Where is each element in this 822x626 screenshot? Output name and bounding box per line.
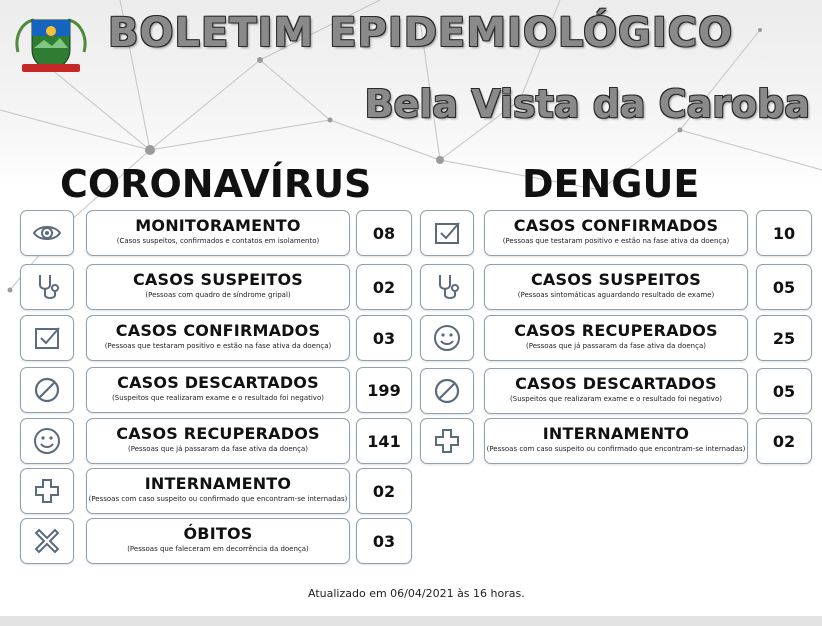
coronavirus-indicator-description: (Pessoas que faleceram em decorrência da doença) (127, 545, 309, 553)
dengue-row (420, 264, 812, 310)
coronavirus-section-title: CORONAVÍRUS (60, 162, 372, 206)
coronavirus-row (20, 518, 412, 564)
hospital-cross-icon (420, 418, 474, 464)
prohibited-icon (420, 368, 474, 414)
bulletin-title: BOLETIM EPIDEMIOLÓGICO (108, 10, 734, 56)
stethoscope-icon (420, 264, 474, 310)
x-mark-icon (20, 518, 74, 564)
coronavirus-indicator-value: 199 (356, 367, 412, 413)
coronavirus-label-box (86, 418, 350, 464)
coronavirus-indicator-value: 03 (356, 518, 412, 564)
dengue-indicator-value: 05 (756, 368, 812, 414)
dengue-indicator-name: CASOS RECUPERADOS (514, 321, 718, 340)
dengue-indicator-description: (Pessoas que testaram positivo e estão na fase ativa da doença) (502, 237, 730, 245)
coronavirus-indicator-description: (Pessoas com caso suspeito ou confirmado que encontram-se internadas) (88, 495, 348, 503)
dengue-label-box (484, 418, 748, 464)
coronavirus-row (20, 210, 412, 256)
coronavirus-indicator-description: (Pessoas que testaram positivo e estão na fase ativa da doença) (104, 342, 332, 350)
dengue-indicator-description: (Suspeitos que realizaram exame e o resultado foi negativo) (510, 395, 722, 403)
coronavirus-label-box (86, 367, 350, 413)
coronavirus-row (20, 264, 412, 310)
smiley-icon (420, 315, 474, 361)
dengue-row (420, 418, 812, 464)
coronavirus-indicator-name: ÓBITOS (183, 524, 253, 543)
municipal-crest-logo (12, 14, 90, 76)
coronavirus-label-box (86, 315, 350, 361)
coronavirus-label-box (86, 264, 350, 310)
dengue-indicator-value: 02 (756, 418, 812, 464)
municipality-name: Bela Vista da Caroba (364, 82, 810, 126)
dengue-label-box (484, 368, 748, 414)
dengue-label-box (484, 210, 748, 256)
coronavirus-indicator-value: 08 (356, 210, 412, 256)
coronavirus-indicator-value: 03 (356, 315, 412, 361)
coronavirus-indicator-value: 02 (356, 264, 412, 310)
coronavirus-label-box (86, 210, 350, 256)
bottom-bar (0, 616, 822, 626)
coronavirus-indicator-description: (Pessoas que já passaram da fase ativa da doença) (128, 445, 308, 453)
dengue-indicator-name: CASOS CONFIRMADOS (513, 216, 719, 235)
dengue-section-title: DENGUE (522, 162, 700, 206)
coronavirus-indicator-description: (Pessoas com quadro de síndrome gripal) (145, 291, 291, 299)
coronavirus-row (20, 315, 412, 361)
eye-icon (20, 210, 74, 256)
coronavirus-indicator-name: CASOS RECUPERADOS (116, 424, 320, 443)
coronavirus-label-box (86, 468, 350, 514)
checkbox-icon (420, 210, 474, 256)
dengue-indicator-name: CASOS DESCARTADOS (515, 374, 717, 393)
coronavirus-row (20, 418, 412, 464)
dengue-label-box (484, 315, 748, 361)
coronavirus-indicator-name: CASOS CONFIRMADOS (115, 321, 321, 340)
prohibited-icon (20, 367, 74, 413)
dengue-indicator-value: 25 (756, 315, 812, 361)
hospital-cross-icon (20, 468, 74, 514)
coronavirus-indicator-value: 141 (356, 418, 412, 464)
checkbox-icon (20, 315, 74, 361)
dengue-row (420, 210, 812, 256)
dengue-indicator-description: (Pessoas com caso suspeito ou confirmado que encontram-se internadas) (486, 445, 746, 453)
dengue-indicator-value: 05 (756, 264, 812, 310)
coronavirus-indicator-value: 02 (356, 468, 412, 514)
coronavirus-row (20, 367, 412, 413)
dengue-indicator-name: CASOS SUSPEITOS (530, 270, 702, 289)
update-timestamp: Atualizado em 06/04/2021 às 16 horas. (308, 587, 525, 600)
coronavirus-indicator-name: INTERNAMENTO (144, 474, 292, 493)
dengue-indicator-description: (Pessoas que já passaram da fase ativa da doença) (526, 342, 706, 350)
dengue-indicator-name: INTERNAMENTO (542, 424, 690, 443)
stethoscope-icon (20, 264, 74, 310)
dengue-row (420, 315, 812, 361)
coronavirus-indicator-description: (Suspeitos que realizaram exame e o resultado foi negativo) (112, 394, 324, 402)
coronavirus-row (20, 468, 412, 514)
dengue-label-box (484, 264, 748, 310)
smiley-icon (20, 418, 74, 464)
dengue-indicator-description: (Pessoas sintomáticas aguardando resultado de exame) (517, 291, 715, 299)
coronavirus-indicator-name: CASOS DESCARTADOS (117, 373, 319, 392)
coronavirus-indicator-description: (Casos suspeitos, confirmados e contatos em isolamento) (116, 237, 320, 245)
dengue-row (420, 368, 812, 414)
dengue-indicator-value: 10 (756, 210, 812, 256)
coronavirus-indicator-name: MONITORAMENTO (135, 216, 301, 235)
coronavirus-indicator-name: CASOS SUSPEITOS (132, 270, 304, 289)
coronavirus-label-box (86, 518, 350, 564)
